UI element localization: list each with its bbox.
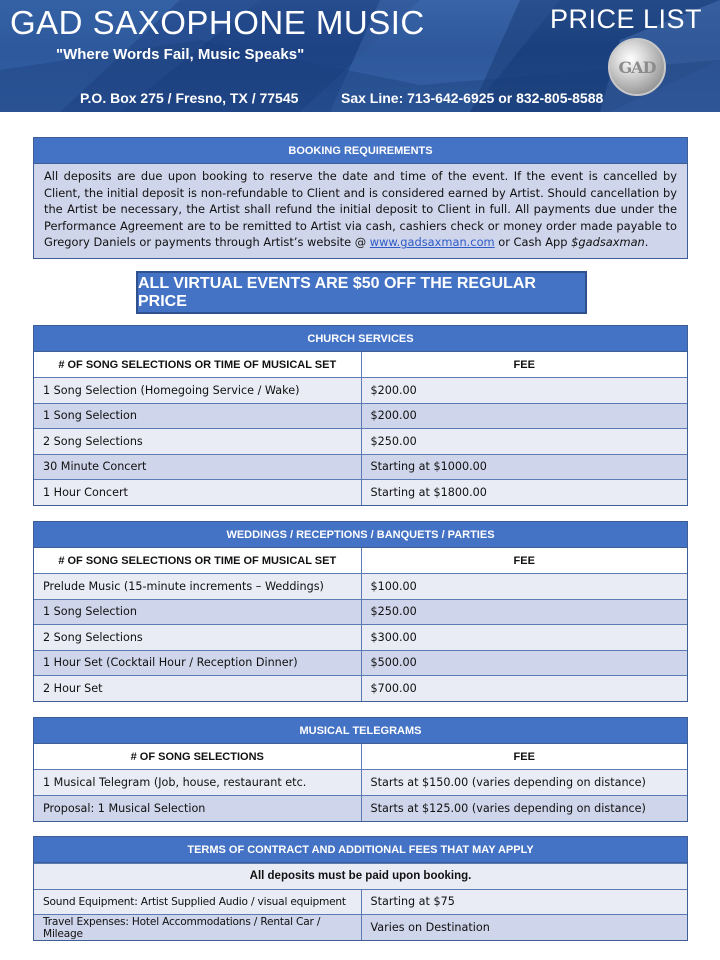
- table-row: [34, 429, 687, 455]
- virtual-discount-banner: ALL VIRTUAL EVENTS ARE $50 OFF THE REGULAR PRICE: [136, 271, 587, 314]
- booking-body: All deposits are due upon booking to reserve the date and time of the event. If the event is cancelled by Client, the initial deposit is non-refundable to Client and is considered earned by Artist. Should cancellation by the Artist be necessary, the Artist shall refund the initial deposit to Client in full. All payments due under the Performance Agreement are to be remitted to Artist via cash, cashiers check or money order made payable to Gregory Daniels or payments through Artist’s website @: [44, 169, 677, 250]
- table-row: [34, 676, 687, 702]
- item-cell: 2 Song Selections: [34, 429, 361, 455]
- church-heading: CHURCH SERVICES: [34, 326, 687, 352]
- item-cell: 1 Song Selection: [34, 403, 361, 429]
- cashapp-handle: $gadsaxman: [571, 235, 645, 250]
- telegrams-table: [33, 717, 688, 822]
- fee-cell: $700.00: [361, 676, 687, 702]
- weddings-heading: WEDDINGS / RECEPTIONS / BANQUETS / PARTIES: [34, 522, 687, 548]
- brand-name: GAD SAXOPHONE MUSIC: [10, 4, 425, 41]
- booking-after-link: or Cash App: [494, 235, 572, 250]
- table-row: [34, 454, 687, 480]
- item-cell: 1 Hour Concert: [34, 480, 361, 506]
- fee-cell: Starts at $125.00 (varies depending on distance): [361, 795, 687, 821]
- table-row: [34, 403, 687, 429]
- item-cell: 2 Hour Set: [34, 676, 361, 702]
- telegrams-col-selection: # OF SONG SELECTIONS: [34, 744, 361, 770]
- item-cell: 30 Minute Concert: [34, 454, 361, 480]
- table-row: [34, 625, 687, 651]
- fee-cell: $250.00: [361, 429, 687, 455]
- table-row: [34, 889, 687, 915]
- terms-heading: TERMS OF CONTRACT AND ADDITIONAL FEES THAT MAY APPLY: [34, 837, 687, 863]
- item-cell: 2 Song Selections: [34, 625, 361, 651]
- weddings-col-fee: FEE: [361, 548, 687, 574]
- page-title: PRICE LIST: [549, 4, 702, 34]
- church-col-selection: # OF SONG SELECTIONS OR TIME OF MUSICAL SET: [34, 352, 361, 378]
- telegrams-col-fee: FEE: [361, 744, 687, 770]
- item-cell: 1 Song Selection (Homegoing Service / Wake): [34, 378, 361, 404]
- table-row: [34, 915, 687, 941]
- fee-cell: $200.00: [361, 378, 687, 404]
- mailing-address: P.O. Box 275 / Fresno, TX / 77545: [80, 90, 299, 106]
- telegrams-heading: MUSICAL TELEGRAMS: [34, 718, 687, 744]
- table-row: [34, 795, 687, 821]
- item-cell: Prelude Music (15-minute increments – Weddings): [34, 574, 361, 600]
- fee-cell: $250.00: [361, 599, 687, 625]
- fee-cell: $200.00: [361, 403, 687, 429]
- booking-requirements-box: [33, 137, 688, 259]
- fee-cell: Starting at $1800.00: [361, 480, 687, 506]
- table-row: [34, 599, 687, 625]
- fee-cell: Starts at $150.00 (varies depending on distance): [361, 770, 687, 796]
- fee-cell: $100.00: [361, 574, 687, 600]
- deposit-notice: All deposits must be paid upon booking.: [34, 864, 687, 890]
- fee-cell: Varies on Destination: [361, 915, 687, 941]
- table-row: [34, 574, 687, 600]
- booking-text: [34, 164, 687, 251]
- fee-cell: Starting at $75: [361, 889, 687, 915]
- item-cell: Proposal: 1 Musical Selection: [34, 795, 361, 821]
- table-row: [34, 480, 687, 506]
- fee-cell: $300.00: [361, 625, 687, 651]
- fee-cell: $500.00: [361, 650, 687, 676]
- logo-lettering: GAD: [618, 57, 656, 77]
- item-cell: Sound Equipment: Artist Supplied Audio / visual equipment: [34, 889, 361, 915]
- item-cell: 1 Hour Set (Cocktail Hour / Reception Dinner): [34, 650, 361, 676]
- fee-cell: Starting at $1000.00: [361, 454, 687, 480]
- tagline: "Where Words Fail, Music Speaks": [56, 46, 305, 63]
- item-cell: Travel Expenses: Hotel Accommodations / Rental Car / Mileage: [34, 915, 361, 941]
- item-cell: 1 Song Selection: [34, 599, 361, 625]
- booking-heading: BOOKING REQUIREMENTS: [34, 138, 687, 164]
- item-cell: 1 Musical Telegram (Job, house, restaurant etc.: [34, 770, 361, 796]
- table-row: [34, 770, 687, 796]
- table-row: [34, 378, 687, 404]
- gad-logo: [608, 38, 666, 96]
- header-banner: [0, 0, 720, 112]
- terms-table: [33, 836, 688, 941]
- church-col-fee: FEE: [361, 352, 687, 378]
- table-row: [34, 650, 687, 676]
- phone-numbers: Sax Line: 713-642-6925 or 832-805-8588: [341, 90, 604, 106]
- booking-end: .: [644, 235, 649, 250]
- weddings-col-selection: # OF SONG SELECTIONS OR TIME OF MUSICAL SET: [34, 548, 361, 574]
- website-link[interactable]: www.gadsaxman.com: [369, 235, 495, 250]
- weddings-table: [33, 521, 688, 702]
- church-services-table: [33, 325, 688, 506]
